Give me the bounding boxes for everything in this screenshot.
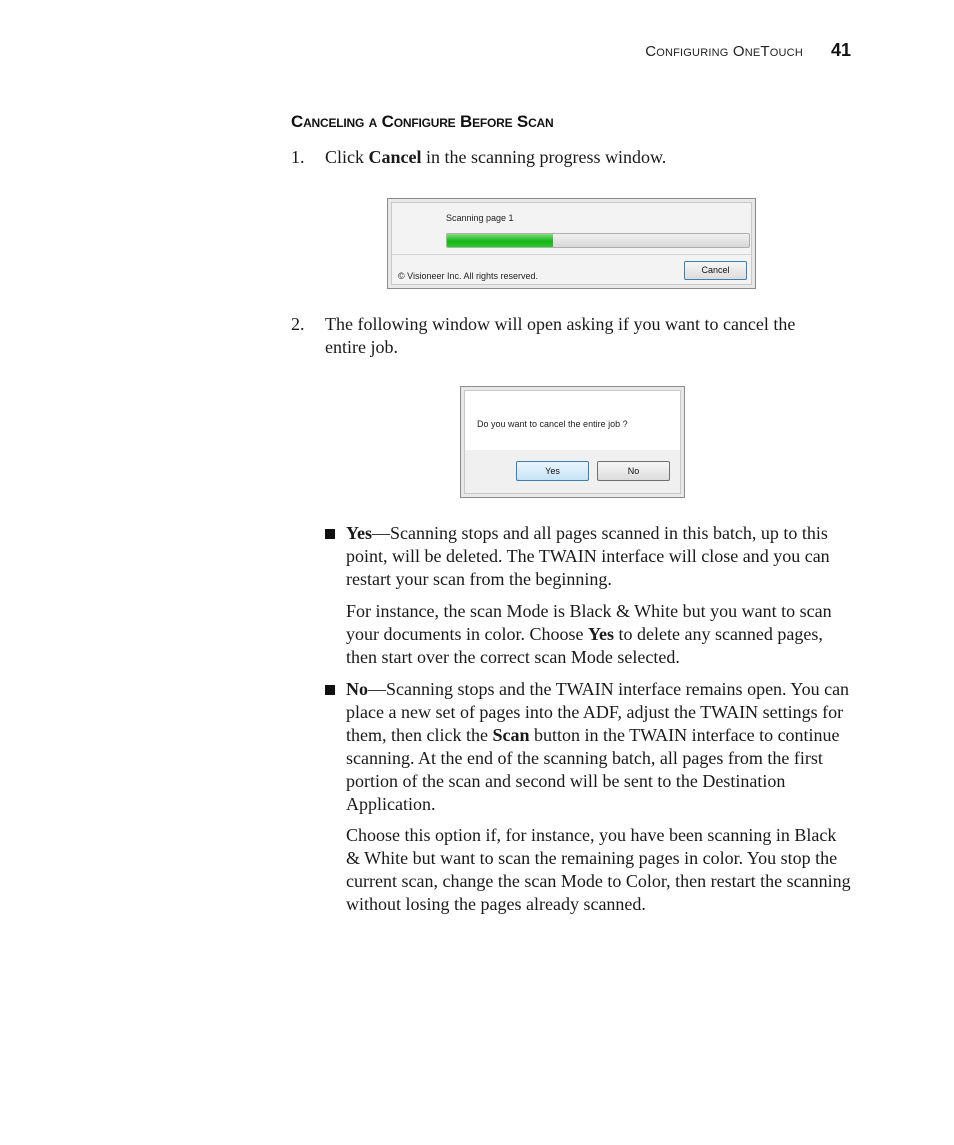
bullet-square-icon (325, 685, 335, 695)
step-text: The following window will open asking if you want to cancel the entire job. (325, 314, 796, 357)
yes-explanation: For instance, the scan Mode is Black & White but you want to scan your documents in color. Choose Yes to delete any scanned pages, then start over the correct scan Mode selected. (346, 601, 832, 667)
bullet-text: Yes—Scanning stops and all pages scanned in this batch, up to this point, will be deleted. The TWAIN interface will close and you can restart your scan from the beginning. (346, 523, 830, 589)
yes-term: Yes (587, 624, 614, 644)
scan-term: Scan (492, 725, 530, 745)
scanning-progress-window (387, 198, 756, 289)
step-number: 1. (291, 147, 305, 167)
dialog-question: Do you want to cancel the entire job ? (477, 419, 628, 429)
bullet-square-icon (325, 529, 335, 539)
section-heading: Canceling a Configure Before Scan (291, 112, 554, 131)
no-button[interactable]: No (597, 461, 670, 481)
no-explanation: Choose this option if, for instance, you have been scanning in Black & White but want to scan the remaining pages in color. You stop the current scan, change the scan Mode to Color, then restart the scanning without losing the pages already scanned. (346, 825, 851, 914)
step-text: Click Cancel in the scanning progress window. (325, 147, 667, 167)
page-number: 41 (830, 40, 851, 60)
progress-fill (447, 234, 553, 247)
divider (392, 254, 751, 255)
scan-status-text: Scanning page 1 (446, 213, 514, 223)
step-number: 2. (291, 314, 305, 334)
chapter-title: Configuring OneTouch (645, 43, 803, 60)
yes-term: Yes (346, 523, 372, 543)
page-header (645, 40, 851, 61)
copyright-text: © Visioneer Inc. All rights reserved. (398, 271, 539, 281)
progress-bar (446, 233, 750, 248)
cancel-term: Cancel (368, 147, 422, 167)
bullet-text: No—Scanning stops and the TWAIN interface remains open. You can place a new set of pages into the ADF, adjust the TWAIN settings for them, then click the Scan button in the TWAIN interface to continue scanning. At the end of the scanning batch, all pages from the first portion of the scan and second will be sent to the Destination Application. (346, 679, 850, 814)
no-term: No (346, 679, 368, 699)
yes-button[interactable]: Yes (516, 461, 589, 481)
cancel-confirm-dialog (460, 386, 685, 498)
cancel-button[interactable]: Cancel (684, 261, 747, 280)
